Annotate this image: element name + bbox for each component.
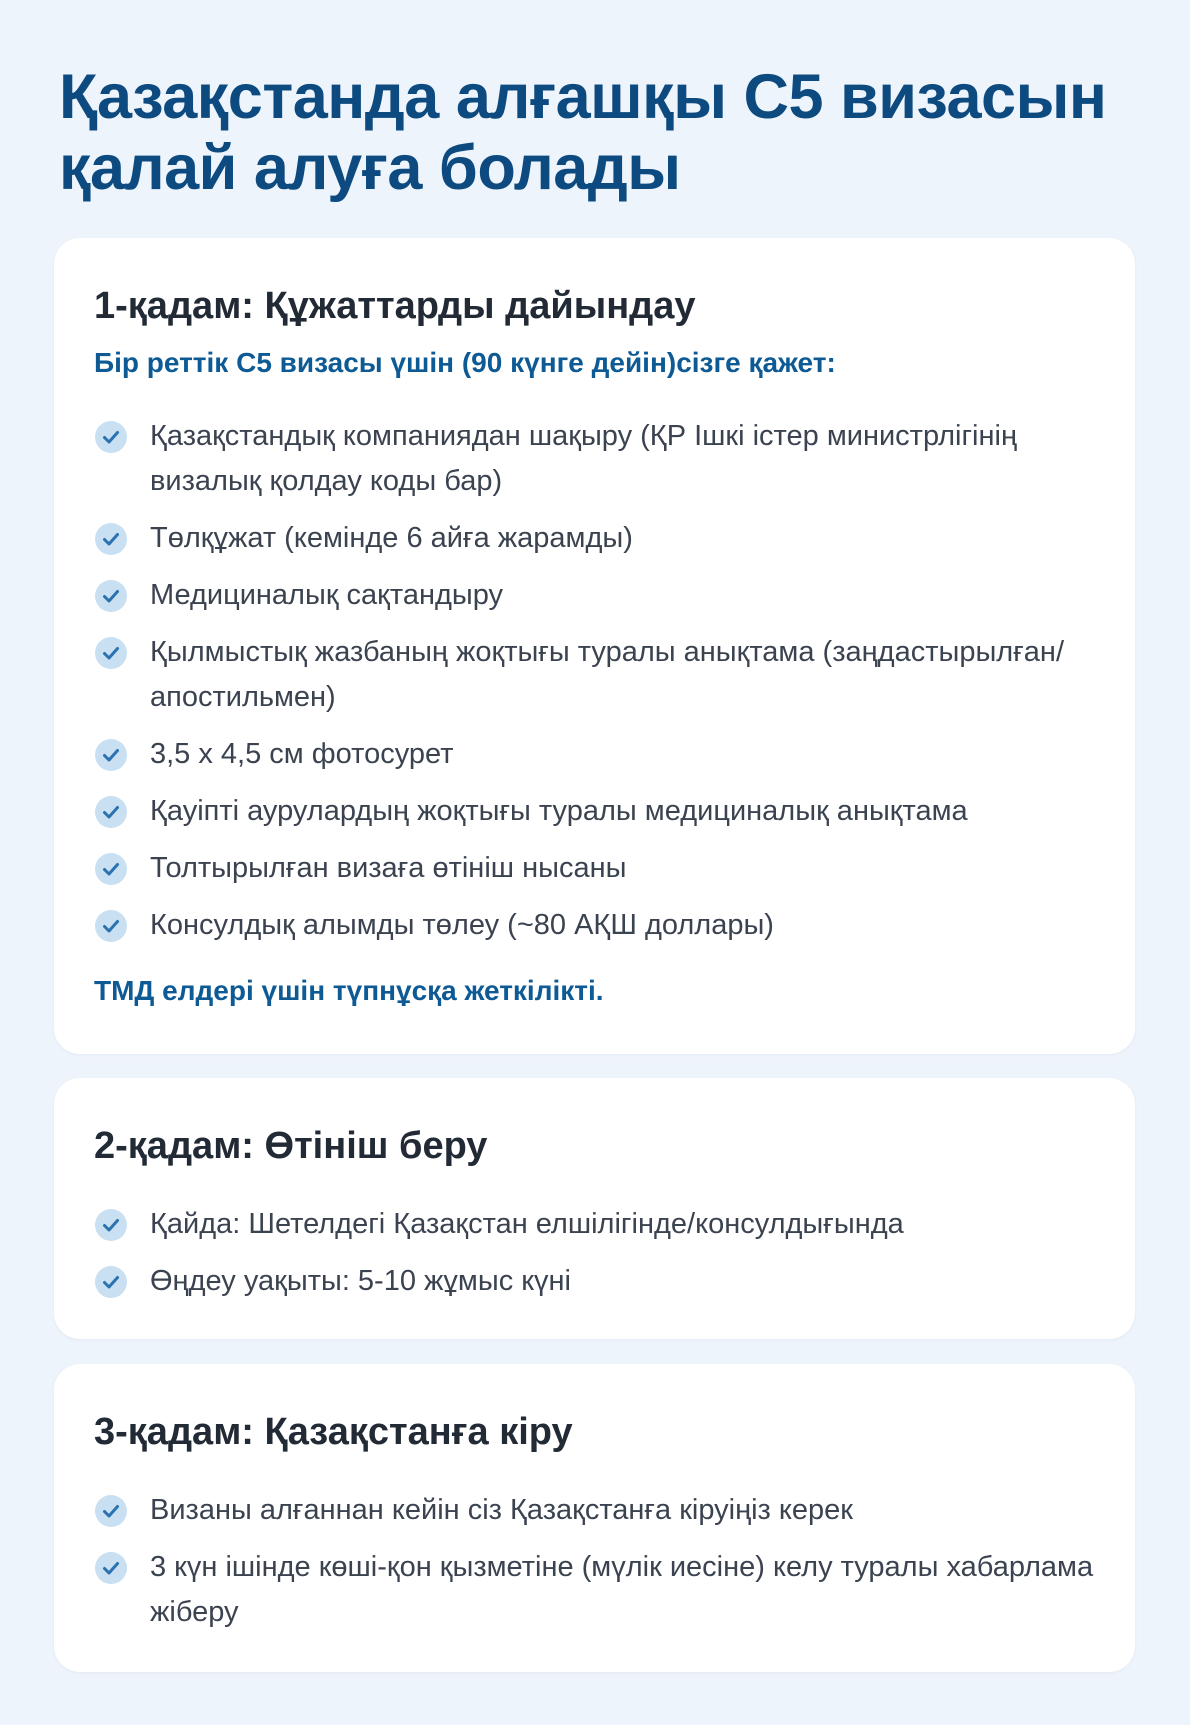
- list-item-text: Консулдық алымды төлеу (~80 АҚШ доллары): [150, 909, 774, 941]
- step-3-title: 3-қадам: Қазақстанға кіру: [94, 1411, 573, 1453]
- step-2-list: [94, 1202, 1094, 1316]
- list-item-text: Медициналық сақтандыру: [150, 579, 504, 611]
- check-circle-icon: [94, 579, 128, 613]
- list-item: [94, 630, 1094, 720]
- step-2-title: 2-қадам: Өтініш беру: [94, 1125, 488, 1167]
- list-item: [94, 732, 1094, 777]
- list-item-text: Толтырылған визаға өтініш нысаны: [150, 852, 627, 884]
- step-3-list: [94, 1488, 1094, 1647]
- step-1-card: [54, 238, 1135, 1054]
- step-2-card: [54, 1078, 1135, 1339]
- check-circle-icon: [94, 1265, 128, 1299]
- list-item: [94, 1259, 1094, 1304]
- step-1-requirements-list: [94, 414, 1094, 960]
- list-item: [94, 1202, 1094, 1247]
- list-item-text: Визаны алғаннан кейін сіз Қазақстанға кіруіңіз керек: [150, 1494, 853, 1526]
- list-item-text: Қазақстандық компаниядан шақыру (ҚР Ішкі істер министрлігінің визалық қолдау коды бар): [150, 420, 1017, 497]
- check-circle-icon: [94, 522, 128, 556]
- step-1-subtitle: Бір реттік C5 визасы үшін (90 күнге дейін)сізге қажет:: [94, 347, 836, 378]
- list-item: [94, 789, 1094, 834]
- step-3-card: [54, 1364, 1135, 1672]
- check-circle-icon: [94, 636, 128, 670]
- check-circle-icon: [94, 420, 128, 454]
- check-circle-icon: [94, 1551, 128, 1585]
- list-item-text: Қауіпті аурулардың жоқтығы туралы медициналық анықтама: [150, 795, 968, 827]
- list-item-text: Қылмыстық жазбаның жоқтығы туралы анықтама (заңдастырылған/апостильмен): [150, 636, 1064, 713]
- list-item: [94, 1545, 1094, 1635]
- list-item: [94, 414, 1094, 504]
- check-circle-icon: [94, 909, 128, 943]
- step-1-note: ТМД елдері үшін түпнұсқа жеткілікті.: [94, 975, 604, 1006]
- check-circle-icon: [94, 1208, 128, 1242]
- list-item-text: Қайда: Шетелдегі Қазақстан елшілігінде/консулдығында: [150, 1208, 904, 1240]
- list-item: [94, 516, 1094, 561]
- list-item-text: 3,5 x 4,5 см фотосурет: [150, 738, 454, 770]
- list-item: [94, 846, 1094, 891]
- step-1-title: 1-қадам: Құжаттарды дайындау: [94, 285, 696, 327]
- check-circle-icon: [94, 1494, 128, 1528]
- check-circle-icon: [94, 852, 128, 886]
- check-circle-icon: [94, 738, 128, 772]
- check-circle-icon: [94, 795, 128, 829]
- list-item-text: Төлқұжат (кемінде 6 айға жарамды): [150, 522, 633, 554]
- list-item: [94, 573, 1094, 618]
- page-title: Қазақстанда алғашқы C5 визасын қалай алуға болады: [59, 62, 1107, 203]
- list-item: [94, 1488, 1094, 1533]
- list-item-text: Өңдеу уақыты: 5-10 жұмыс күні: [150, 1265, 571, 1297]
- list-item-text: 3 күн ішінде көші-қон қызметіне (мүлік иесіне) келу туралы хабарлама жіберу: [150, 1551, 1094, 1628]
- list-item: [94, 903, 1094, 948]
